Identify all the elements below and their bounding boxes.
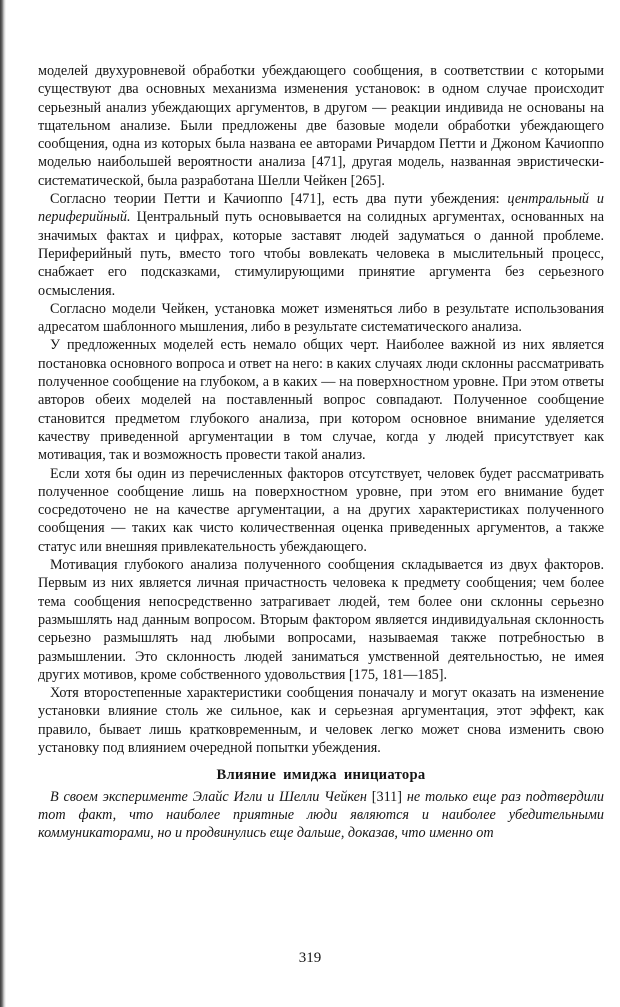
- section-heading: Влияние имиджа инициатора: [216, 767, 426, 784]
- page-body: [38, 62, 604, 842]
- paragraph-4: У предложенных моделей есть немало общих черт. Наиболее важной из них является постановка основного вопроса и ответ на него: в каких случаях люди склонны рассматривать полученное сообщение на глубоком, а в каких — на поверхностном уровне. При этом ответы авторов обеих моделей на поставленный вопрос совпадают. Полученное сообщение становится предметом глубокого анализа, при котором основное внимание уделяется качеству приведенной аргументации в том случае, когда у людей присутствует как мотивация, так и возможность провести такой анализ.: [38, 337, 604, 464]
- paragraph-2: Согласно теории Петти и Качиоппо [471], есть два пути убеждения: центральный и периферийный. Центральный путь основывается на солидных аргументах, основанных на значимых фактах и цифрах, которые заставят людей задуматься о данной проблеме. Периферийный путь, вместо того чтобы вовлекать человека в мыслительный процесс, снабжает его подсказками, стимулирующими принятие аргумента без серьезного осмысления.: [38, 191, 604, 299]
- closing-paragraph: В своем эксперименте Элайс Игли и Шелли Чейкен [311] не только еще раз подтвердили тот факт, что наиболее приятные люди являются и наиболее убедительными коммуникаторами, но и продвинулись еще дальше, доказав, что именно от: [38, 788, 604, 842]
- paragraph-1: моделей двухуровневой обработки убеждающего сообщения, в соответствии с которыми существуют два основных механизма изменения установок: в одном случае происходит серьезный анализ убеждающих аргументов, в другом — реакции индивида не основаны на тщательном анализе. Были предложены две базовые модели обработки убеждающего сообщения, одна из которых была названа ее авторами Ричардом Петти и Джоном Качиоппо моделью наибольшей вероятности анализа [471], другая модель, названная эвристически-систематической, была разработана Шелли Чейкен [265].: [38, 63, 604, 189]
- page-number: 319: [298, 950, 322, 966]
- scan-shadow-edge: [0, 0, 6, 1007]
- paragraph-3: Согласно модели Чейкен, установка может изменяться либо в результате использования адресатом шаблонного мышления, либо в результате систематического анализа.: [38, 300, 604, 336]
- paragraph-5: Если хотя бы один из перечисленных факторов отсутствует, человек будет рассматривать полученное сообщение лишь на поверхностном уровне, при этом его внимание будет сосредоточено не на качестве аргументации, а на других характеристиках полученного сообщения — таких как чисто количественная оценка приведенных аргументов, а также статус или внешняя привлекательность убеждающего.: [38, 465, 604, 555]
- italic-term: центральный и периферийный.: [38, 191, 604, 226]
- paragraph-6: Мотивация глубокого анализа полученного сообщения складывается из двух факторов. Первым из них является личная причастность человека к предмету сообщения; чем более тема сообщения непосредственно затрагивает людей, тем более они склонны серьезно размышлять над данным вопросом. Вторым фактором является индивидуальная склонность серьезно размышлять над любыми вопросами, называемая также потребностью в размышлении. Это склонность людей заниматься умственной деятельностью, не имея других мотивов, кроме собственного удовольствия [175, 181—185].: [38, 557, 604, 683]
- paragraph-7: Хотя второстепенные характеристики сообщения поначалу и могут оказать на изменение установки влияние столь же сильное, как и серьезная аргументация, этот эффект, как правило, бывает лишь кратковременным, и человек легко может снова изменить свою установку под влиянием очередной попытки убеждения.: [38, 685, 604, 756]
